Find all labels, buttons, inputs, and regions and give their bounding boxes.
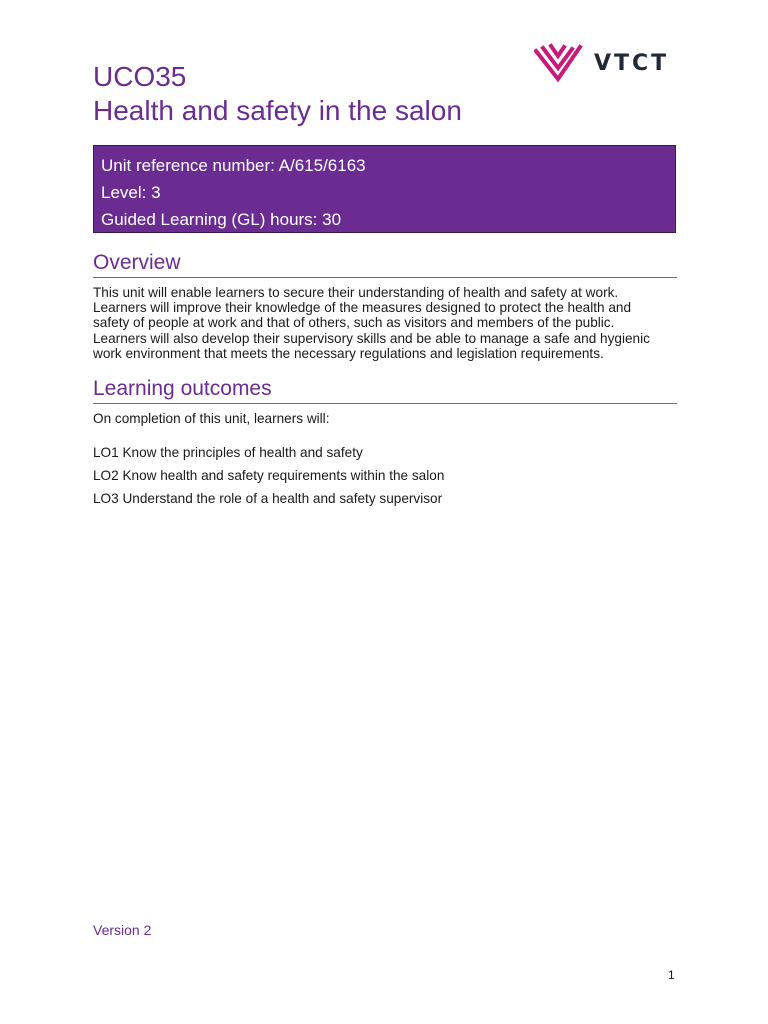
vtct-chevron-logo-icon <box>534 43 584 83</box>
learning-outcome-item: LO1 Know the principles of health and safety <box>93 445 363 460</box>
overview-heading: Overview <box>93 250 677 278</box>
overview-line: This unit will enable learners to secure their understanding of health and safety at work. <box>93 285 619 300</box>
learning-outcomes-intro: On completion of this unit, learners will: <box>93 411 330 426</box>
guided-learning-hours: Guided Learning (GL) hours: 30 <box>101 210 342 229</box>
version-label: Version 2 <box>93 922 152 938</box>
logo-text: VTCT <box>594 50 670 76</box>
vtct-logo <box>534 42 674 84</box>
page-title-block <box>93 60 462 128</box>
overview-line: Learners will also develop their supervisory skills and be able to manage a safe and hygienic <box>93 330 650 346</box>
unit-level: Level: 3 <box>101 183 161 202</box>
unit-reference: Unit reference number: A/615/6163 <box>101 156 366 175</box>
learning-outcome-item: LO2 Know health and safety requirements within the salon <box>93 468 445 483</box>
learning-outcome-item: LO3 Understand the role of a health and safety supervisor <box>93 491 443 506</box>
page-number: 1 <box>668 968 675 982</box>
unit-title: Health and safety in the salon <box>93 95 462 126</box>
overview-line: work environment that meets the necessary regulations and legislation requirements. <box>93 345 604 361</box>
overview-text <box>93 285 683 361</box>
learning-outcomes-list <box>93 441 444 510</box>
unit-info-box <box>93 145 676 233</box>
overview-line: Learners will improve their knowledge of the measures designed to protect the health and <box>93 300 632 316</box>
unit-code: UCO35 <box>93 61 187 92</box>
overview-line: safety of people at work and that of others, such as visitors and members of the public. <box>93 315 615 331</box>
learning-outcomes-heading: Learning outcomes <box>93 376 677 404</box>
